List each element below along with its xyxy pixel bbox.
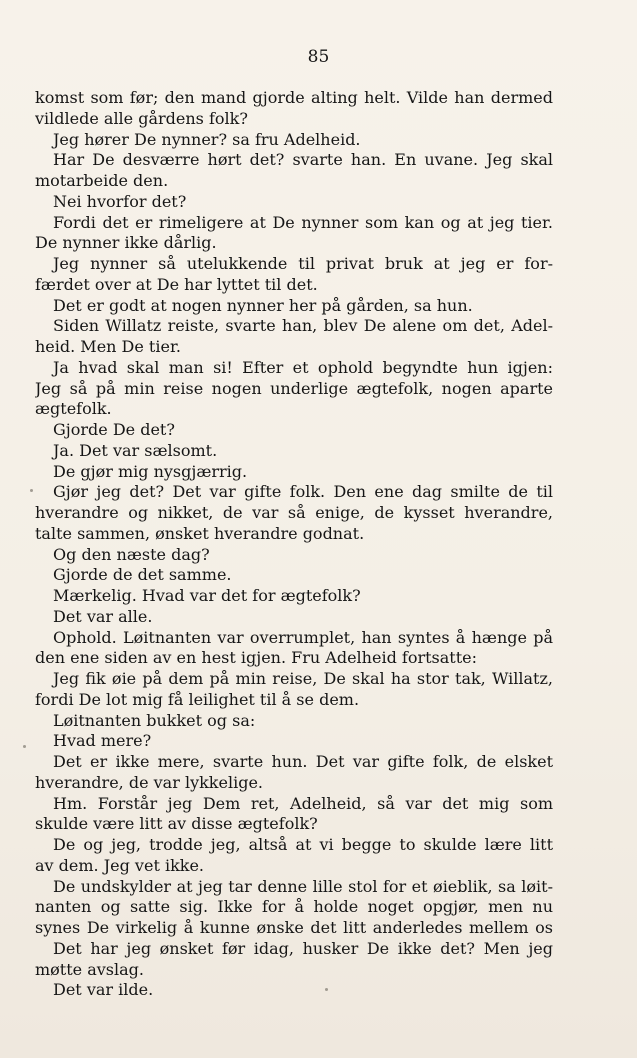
body-text bbox=[35, 88, 553, 1001]
text-line: Fordi det er rimeligere at De nynner som kan og at jeg tier. bbox=[53, 212, 553, 232]
print-speck bbox=[30, 489, 33, 492]
text-line: skulde være litt av disse ægtefolk? bbox=[35, 814, 318, 834]
text-line: komst som før; den mand gjorde alting helt. Vilde han dermed bbox=[35, 88, 553, 107]
text-line: Løitnanten bukket og sa: bbox=[53, 710, 256, 730]
text-line: Det har jeg ønsket før idag, husker De ikke det? Men jeg bbox=[53, 938, 553, 958]
text-line: Jeg hører De nynner? sa fru Adelheid. bbox=[53, 129, 361, 149]
text-line: Gjør jeg det? Det var gifte folk. Den ene dag smilte de til bbox=[53, 482, 553, 502]
text-line: vildlede alle gårdens folk? bbox=[35, 108, 248, 128]
text-line: Hm. Forstår jeg Dem ret, Adelheid, så var det mig som bbox=[53, 793, 553, 813]
text-line: ægtefolk. bbox=[35, 399, 112, 419]
text-line: Jeg fik øie på dem på min reise, De skal ha stor tak, Willatz, bbox=[53, 669, 553, 688]
text-line: møtte avslag. bbox=[35, 959, 144, 979]
text-line: fordi De lot mig få leilighet til å se dem. bbox=[35, 689, 360, 709]
text-line: Siden Willatz reiste, svarte han, blev De alene om det, Adel- bbox=[53, 316, 553, 336]
text-line: hverandre, de var lykkelige. bbox=[35, 772, 263, 792]
text-line: den ene siden av en hest igjen. Fru Adelheid fortsatte: bbox=[35, 648, 477, 668]
text-line: Nei hvorfor det? bbox=[53, 191, 187, 211]
text-line: nanten og satte sig. Ikke for å holde noget opgjør, men nu bbox=[35, 897, 553, 917]
text-line: Og den næste dag? bbox=[53, 544, 210, 564]
text-line: De og jeg, trodde jeg, altså at vi begge to skulde lære litt bbox=[53, 835, 553, 854]
text-line: De undskylder at jeg tar denne lille stol for et øieblik, sa løit- bbox=[53, 876, 553, 896]
text-line: Jeg så på min reise nogen underlige ægtefolk, nogen aparte bbox=[35, 378, 553, 398]
page-number: 85 bbox=[307, 47, 330, 67]
text-line: Det er godt at nogen nynner her på gården, sa hun. bbox=[53, 295, 473, 315]
text-line: De nynner ikke dårlig. bbox=[35, 233, 217, 253]
text-line: synes De virkelig å kunne ønske det litt anderledes mellem os bbox=[35, 918, 553, 937]
text-line: Jeg nynner så utelukkende til privat bruk at jeg er for- bbox=[53, 254, 553, 273]
text-line: Ophold. Løitnanten var overrumplet, han syntes å hænge på bbox=[53, 627, 553, 647]
text-line: Gjorde de det samme. bbox=[53, 565, 232, 585]
text-line: av dem. Jeg vet ikke. bbox=[35, 855, 205, 875]
text-line: færdet over at De har lyttet til det. bbox=[35, 274, 318, 294]
text-line: motarbeide den. bbox=[35, 171, 169, 190]
text-line: Ja. Det var sælsomt. bbox=[53, 440, 218, 460]
text-line: Det er ikke mere, svarte hun. Det var gifte folk, de elsket bbox=[53, 752, 553, 771]
text-line: talte sammen, ønsket hverandre godnat. bbox=[35, 523, 365, 543]
text-line: Mærkelig. Hvad var det for ægtefolk? bbox=[53, 586, 361, 605]
text-line: Hvad mere? bbox=[53, 731, 152, 751]
text-line: Det var alle. bbox=[53, 606, 153, 626]
text-line: Gjorde De det? bbox=[53, 420, 175, 439]
text-line: hverandre og nikket, de var så enige, de kysset hverandre, bbox=[35, 503, 553, 522]
print-speck bbox=[23, 745, 26, 748]
text-line: heid. Men De tier. bbox=[35, 337, 181, 356]
text-line: Har De desværre hørt det? svarte han. En uvane. Jeg skal bbox=[53, 150, 553, 170]
print-speck bbox=[325, 988, 328, 991]
text-line: Ja hvad skal man si! Efter et ophold begyndte hun igjen: bbox=[53, 357, 553, 377]
text-line: Det var ilde. bbox=[53, 980, 154, 1000]
text-line: De gjør mig nysgjærrig. bbox=[53, 461, 248, 481]
